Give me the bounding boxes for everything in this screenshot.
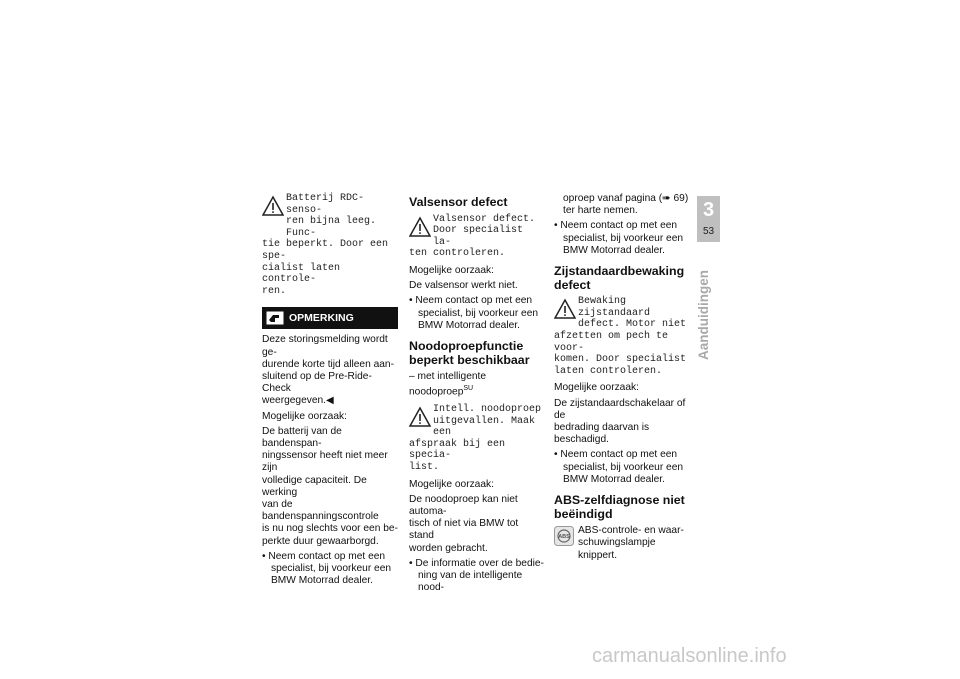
bullet-contact-dealer [554, 220, 690, 257]
cause-line: van de bandenspanningscontrole [262, 498, 379, 523]
warning-text-line: afspraak bij een specia- [409, 438, 506, 462]
cause-text [554, 398, 690, 447]
note-hand-icon [266, 311, 284, 325]
warning-rdc-battery [262, 193, 398, 297]
warning-text-line: Bewaking zijstandaard [578, 296, 651, 319]
note-line: weergegeven.◀ [262, 395, 334, 407]
cause-line: worden gebracht. [409, 542, 488, 554]
section-heading-noodoproep [409, 340, 545, 367]
cause-line: bedrading daarvan is beschadigd. [554, 421, 650, 446]
warning-valsensor [409, 214, 545, 260]
warning-triangle-icon [409, 406, 431, 428]
warning-text-line: Intell. noodoproep [433, 403, 542, 415]
chapter-tab [697, 196, 720, 242]
bullet-line: BMW Motorrad dealer. [563, 244, 665, 256]
warning-text-line: afzetten om pech te voor- [554, 330, 669, 354]
bullet-line: specialist, bij voorkeur een [563, 232, 684, 244]
note-line: Deze storingsmelding wordt ge- [262, 334, 388, 358]
bullet-contact-dealer [554, 449, 690, 486]
note-header [262, 307, 398, 329]
heading-line: defect [554, 277, 591, 292]
bullet-line: BMW Motorrad dealer. [418, 319, 520, 331]
bullet-line: Neem contact op met een [560, 220, 678, 232]
bullet-line: specialist, bij voorkeur een [563, 461, 684, 473]
warning-text-line: Door specialist la- [433, 225, 524, 248]
bullet-line: specialist, bij voorkeur een [418, 307, 539, 319]
cause-label: Mogelijke oorzaak: [409, 478, 494, 490]
heading-line: beëindigd [554, 506, 613, 521]
warning-zijstandaard [554, 296, 690, 377]
warning-triangle-icon [409, 216, 431, 238]
note-line: sluitend op de Pre-Ride-Check [262, 370, 372, 395]
warning-text-line: ren bijna leeg. Func- [286, 216, 377, 239]
cause-text [409, 494, 545, 555]
bullet-see-info [409, 558, 545, 595]
abs-icon-label: ABS [558, 534, 570, 541]
abs-line: ABS-controle- en waar- [578, 525, 684, 537]
bullet-line: BMW Motorrad dealer. [271, 575, 373, 587]
subtitle-text: – met intelligente noodoproep [409, 371, 487, 398]
cause-label: Mogelijke oorzaak: [262, 410, 347, 422]
bullet-line: Neem contact op met een [268, 550, 386, 562]
bullet-line: De informatie over de bedie- [415, 557, 544, 569]
cause-line: tisch of niet via BMW tot stand [409, 518, 519, 542]
warning-text-line: list. [409, 461, 440, 473]
page-number: 53 [702, 226, 715, 237]
warning-text-line: tie beperkt. Door een spe- [262, 239, 389, 262]
abs-warning-lamp-icon [554, 526, 574, 546]
warning-text-line: komen. Door specialist [554, 354, 687, 366]
bullet-line: specialist, bij voorkeur een [271, 563, 392, 574]
continued-line: oproep vanaf pagina (➠ 69) [563, 193, 689, 204]
watermark: carmanualsonline.info [592, 645, 787, 667]
cause-line: De batterij van de bandenspan- [262, 425, 342, 449]
heading-line: Zijstandaardbewaking [554, 264, 685, 279]
section-heading-zijstandaard [554, 265, 690, 292]
bullet-line: Neem contact op met een [560, 449, 678, 461]
warning-text-line: laten controleren. [554, 365, 663, 377]
cause-line: ningssensor heeft niet meer zijn [262, 450, 388, 474]
bullet-line: BMW Motorrad dealer. [563, 473, 665, 485]
cause-line: volledige capaciteit. De werking [262, 474, 367, 498]
bullet-line: ning van de intelligente nood- [418, 569, 523, 594]
section-heading-abs [554, 494, 690, 521]
abs-text [578, 525, 690, 562]
abs-lamp-info [554, 525, 690, 562]
section-heading-valsensor: Valsensor defect [409, 195, 508, 209]
note-text [262, 334, 398, 407]
continued-line: ter harte nemen. [563, 205, 638, 217]
continued-text [554, 193, 690, 217]
chapter-number: 3 [702, 199, 715, 221]
heading-line: beperkt beschikbaar [409, 352, 530, 367]
heading-line: ABS-zelfdiagnose niet [554, 492, 685, 507]
warning-text-line: cialist laten controle- [262, 262, 341, 286]
column-3 [554, 193, 690, 565]
bullet-contact-dealer [409, 295, 545, 332]
warning-text-line: uitgevallen. Maak een [433, 415, 536, 439]
cause-line: De noodoproep kan niet automa- [409, 493, 518, 517]
note-line: durende korte tijd alleen aan- [262, 358, 394, 370]
warning-text-line: Valsensor defect. [433, 213, 536, 225]
column-1 [262, 193, 398, 590]
warning-noodoproep [409, 404, 545, 474]
warning-text-line: ren. [262, 285, 287, 297]
warning-text-line: defect. Motor niet [578, 319, 687, 331]
abs-line: schuwingslampje knippert. [578, 537, 656, 561]
option-superscript: SU [463, 385, 474, 393]
bullet-contact-dealer [262, 551, 398, 588]
chapter-label: Aanduidingen [696, 270, 711, 360]
section-subtitle [409, 371, 545, 399]
heading-line: Noodoproepfunctie [409, 338, 524, 353]
cause-line: De zijstandaardschakelaar of de [554, 397, 686, 421]
warning-triangle-icon [262, 195, 284, 217]
note-heading: OPMERKING [289, 312, 354, 325]
bullet-line: Neem contact op met een [415, 295, 533, 307]
warning-text-line: ten controleren. [409, 248, 506, 260]
warning-text-line: Batterij RDC- senso- [286, 193, 365, 216]
cause-label: Mogelijke oorzaak: [409, 264, 494, 276]
warning-triangle-icon [554, 298, 576, 320]
column-2 [409, 193, 545, 597]
cause-line: is nu nog slechts voor een be- [262, 523, 398, 535]
cause-text [262, 426, 398, 548]
cause-label: Mogelijke oorzaak: [554, 382, 639, 394]
cause-text: De valsensor werkt niet. [409, 280, 518, 292]
cause-line: perkte duur gewaarborgd. [262, 535, 379, 547]
